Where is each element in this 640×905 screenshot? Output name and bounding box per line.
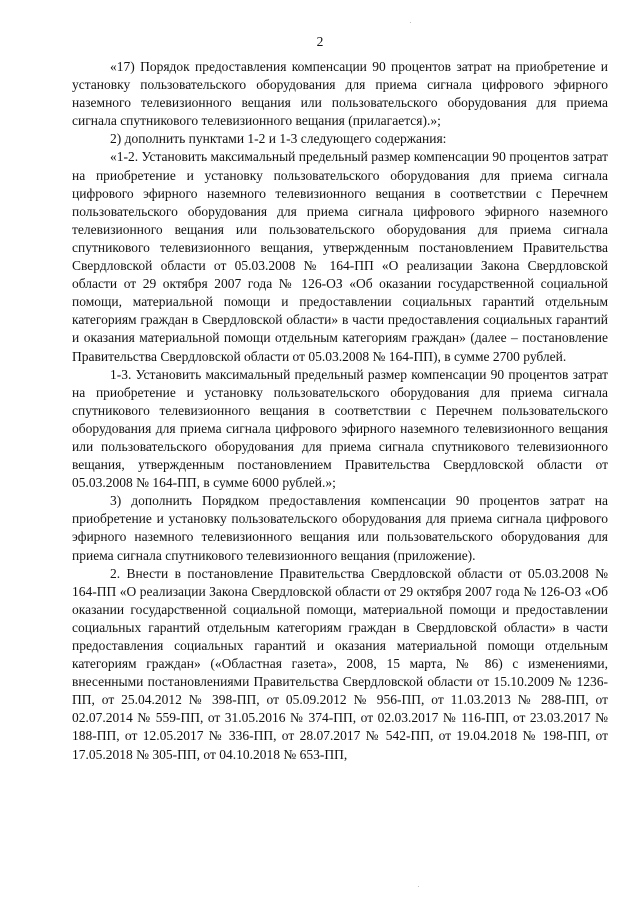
paragraph-point-1-2: «1-2. Установить максимальный предельный размер компенсации 90 процентов затрат на приобретение и установку пользовательского оборудования для приема сигнала цифрового эфирного наземного телевизионного вещания в соответствии с Перечнем пользовательского оборудования для приема сигнала цифрового эфирного наземного телевизионного вещания или пользовательского оборудования для приема сигнала спутникового телевизионного вещания, утвержденным постановлением Правительства Свердловской области от 05.03.2008 № 164-ПП «О реализации Закона Свердловской области от 29 октября 2007 года № 126-ОЗ «Об оказании государственной социальной помощи, материальной помощи и предоставлении социальных гарантий отдельным категориям граждан в Свердловской области» в части предоставления социальных гарантий и оказания материальной помощи отдельным категориям граждан» (далее – постановление Правительства Свердловской области от 05.03.2008 № 164-ПП), в сумме 2700 рублей. bbox=[72, 149, 608, 364]
document-body bbox=[72, 58, 608, 764]
paragraph-item-17: «17) Порядок предоставления компенсации 90 процентов затрат на приобретение и установку пользовательского оборудования для приема сигнала цифрового эфирного наземного телевизионного вещания или пользовательского оборудования для приема сигнала спутникового телевизионного вещания (прилагается).»; bbox=[72, 59, 608, 129]
page-number: 2 bbox=[316, 34, 324, 49]
paragraph-add-points: 2) дополнить пунктами 1-2 и 1-3 следующего содержания: bbox=[110, 131, 447, 147]
scan-speck bbox=[410, 22, 411, 23]
paragraph-add-procedure: 3) дополнить Порядком предоставления компенсации 90 процентов затрат на приобретение и установку пользовательского оборудования для приема сигнала цифрового эфирного наземного телевизионного вещания или пользовательского оборудования для приема сигнала спутникового телевизионного вещания (приложение). bbox=[72, 493, 608, 563]
paragraph-section-2: 2. Внести в постановление Правительства Свердловской области от 05.03.2008 № 164-ПП «О реализации Закона Свердловской области от 29 октября 2007 года № 126-ОЗ «Об оказании государственной социальной помощи, материальной помощи и предоставлении социальных гарантий отдельным категориям граждан в Свердловской области» в части предоставления социальных гарантий и оказания материальной помощи отдельным категориям граждан» («Областная газета», 2008, 15 марта, № 86) с изменениями, внесенными постановлениями Правительства Свердловской области от 15.10.2009 № 1236-ПП, от 25.04.2012 № 398-ПП, от 05.09.2012 № 956-ПП, от 11.03.2013 № 288-ПП, от 02.07.2014 № 559-ПП, от 31.05.2016 № 374-ПП, от 02.03.2017 № 116-ПП, от 23.03.2017 № 188-ПП, от 12.05.2017 № 336-ПП, от 28.07.2017 № 542-ПП, от 19.04.2018 № 198-ПП, от 17.05.2018 № 305-ПП, от 04.10.2018 № 653-ПП, bbox=[72, 565, 608, 762]
paragraph-point-1-3: 1-3. Установить максимальный предельный размер компенсации 90 процентов затрат на приобретение и установку пользовательского оборудования для приема сигнала спутникового телевизионного вещания в соответствии с Перечнем пользовательского оборудования для приема сигнала цифрового эфирного наземного телевизионного вещания или пользовательского оборудования для приема сигнала спутникового телевизионного вещания, утвержденным постановлением Правительства Свердловской области от 05.03.2008 № 164-ПП, в сумме 6000 рублей.»; bbox=[72, 366, 608, 491]
scan-speck bbox=[418, 886, 419, 887]
